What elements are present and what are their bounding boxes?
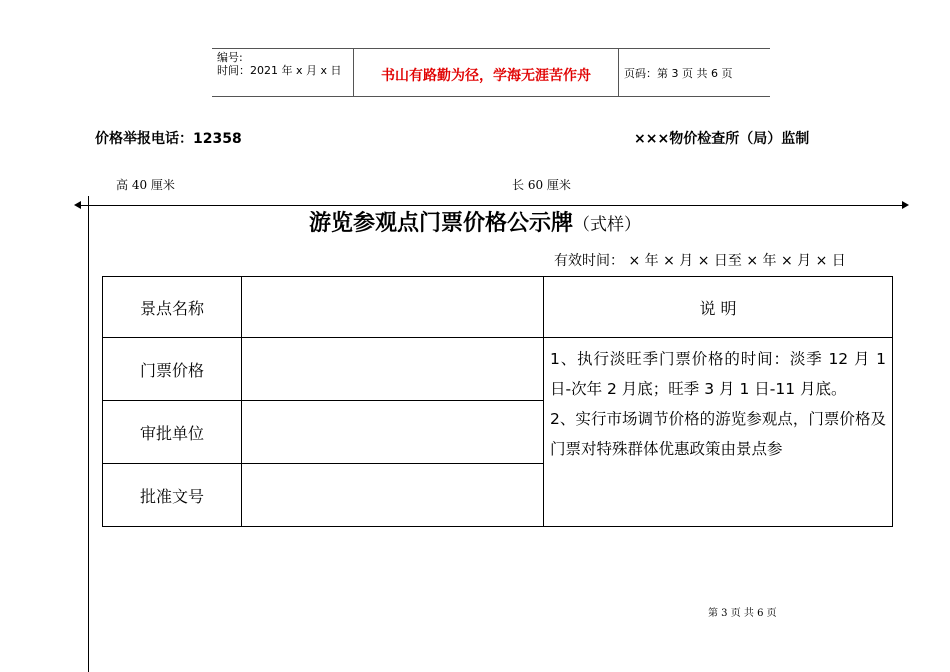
board-title: 游览参观点门票价格公示牌 [308,210,573,236]
validity-period: 有效时间： × 年 × 月 × 日至 × 年 × 月 × 日 [554,253,846,269]
table-row [103,277,893,338]
board-subtitle: （式样） [573,215,641,235]
report-phone: 价格举报电话：12358 [95,131,242,147]
header-top-rule [212,48,770,49]
board-height-label: 高 40 厘米 [116,178,175,192]
header-page-code: 页码：第 3 页 共 6 页 [624,67,733,80]
row-value-approval-unit [242,401,544,464]
header-motto: 书山有路勤为径，学海无涯苦作舟 [381,68,591,84]
header-number-label: 编号: [217,51,243,64]
row-value-ticket-price [242,338,544,401]
header-divider [618,48,619,96]
explain-item: 2、实行市场调节价格的游览参观点，门票价格及门票对特殊群体优惠政策由景点参 [550,410,886,458]
row-label-approval-number: 批准文号 [103,464,242,527]
price-table [102,276,893,527]
row-value-approval-number [242,464,544,527]
row-label-approval-unit: 审批单位 [103,401,242,464]
height-dimension-line [88,196,89,672]
explain-header: 说 明 [544,277,893,338]
header-time: 时间：2021 年 x 月 x 日 [217,64,342,77]
explain-text [544,338,892,526]
row-label-ticket-price: 门票价格 [103,338,242,401]
explain-item: 1、执行淡旺季门票价格的时间：淡季 12 月 1 日-次年 2 月底；旺季 3 月 1 日-11 月底。 [550,350,886,398]
explain-cell [544,338,893,527]
table-row [103,338,893,401]
supervisor-note: ×××物价检查所（局）监制 [634,131,810,147]
page-footer: 第 3 页 共 6 页 [708,608,777,619]
row-value-scenic-name [242,277,544,338]
board-title-block [0,206,950,237]
board-length-label: 长 60 厘米 [512,178,571,192]
header-bottom-rule [212,96,770,97]
row-label-scenic-name: 景点名称 [103,277,242,338]
